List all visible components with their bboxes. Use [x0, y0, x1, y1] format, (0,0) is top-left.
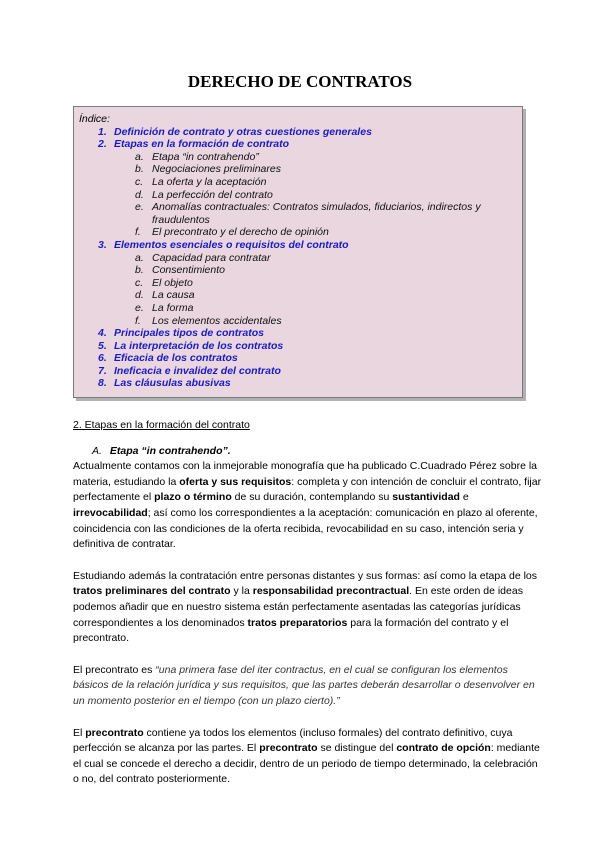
toc-subitem-letter: e. — [135, 301, 144, 314]
toc-item-number: 2. — [98, 138, 107, 151]
toc-subitem-label: La perfección del contrato — [152, 188, 273, 201]
toc-item-label: La interpretación de los contratos — [114, 339, 284, 352]
toc-subitem-letter: c. — [135, 276, 144, 289]
subheading — [92, 444, 543, 460]
text-run: de su duración, contemplando su — [231, 491, 393, 504]
index-box — [73, 106, 523, 398]
toc-subitem-label: Los elementos accidentales — [152, 314, 282, 327]
toc-subitem-label: El objeto — [152, 276, 193, 289]
toc-item-number: 5. — [98, 339, 107, 352]
toc-subitem-letter: a. — [135, 150, 144, 163]
toc-item-label: Principales tipos de contratos — [114, 327, 264, 340]
toc-subitem-label: La oferta y la aceptación — [152, 175, 267, 188]
text-run: : completa y con intención de concluir el contrato, fijar perfectamente el — [73, 475, 542, 504]
subheading-letter: A. — [92, 444, 102, 457]
bold-term: contrato de opción — [396, 742, 491, 755]
toc-item-label: Las cláusulas abusivas — [114, 377, 231, 390]
toc-item[interactable] — [79, 239, 514, 252]
bold-term: precontrato — [85, 726, 144, 739]
toc-item-number: 7. — [98, 364, 107, 377]
toc-item[interactable] — [79, 138, 514, 151]
text-run: para la formación del contrato y el precontrato. — [73, 616, 509, 645]
text-run: . En este orden de ideas podemos añadir que en nuestro sistema están perfectamente asentadas las categorías jurídicas correspondientes a los denominados — [73, 585, 523, 629]
toc-item[interactable] — [79, 377, 514, 390]
toc-item-label: Eficacia de los contratos — [114, 352, 238, 365]
text-run: se distingue del — [317, 742, 397, 755]
index-heading: Índice: — [79, 113, 110, 125]
toc-subitem-label: La forma — [152, 301, 194, 314]
toc-subitem[interactable] — [79, 277, 514, 290]
toc-subitem-letter: d. — [135, 289, 144, 302]
paragraph-4 — [73, 726, 543, 788]
paragraph-3-intro: El precontrato es — [73, 663, 156, 676]
toc-item-label: Etapas en la formación de contrato — [114, 138, 290, 151]
toc-item[interactable] — [79, 126, 514, 139]
section-heading: 2. Etapas en la formación del contrato — [73, 419, 250, 431]
toc-item[interactable] — [79, 352, 514, 365]
bold-term: sustantividad — [392, 491, 460, 504]
toc-item-label: Definición de contrato y otras cuestiones generales — [114, 125, 372, 138]
text-run: contiene ya todos los elementos (incluso formales) del contrato definitivo, cuya perfección se alcanza por las partes. El — [73, 726, 513, 755]
bold-term: irrevocabilidad — [73, 506, 148, 519]
toc-item[interactable] — [79, 340, 514, 353]
toc-subitem[interactable] — [79, 226, 514, 239]
bold-term: precontrato — [259, 742, 318, 755]
text-run: ; así como los correspondientes a la aceptación: comunicación en plazo al oferente, coincidencia con las condiciones de la oferta recibida, revocabilidad en su caso, intención seria y definitiva de contratar. — [73, 506, 538, 551]
toc-item-number: 4. — [98, 327, 107, 340]
toc-item-label: Ineficacia e invalidez del contrato — [114, 364, 281, 377]
toc-subitem[interactable] — [79, 289, 514, 302]
toc-subitem-letter: d. — [135, 188, 144, 201]
toc-subitem[interactable] — [79, 151, 514, 164]
toc-item-number: 6. — [98, 352, 107, 365]
paragraph-1 — [73, 459, 543, 553]
toc-subitem-label: La causa — [152, 289, 195, 302]
toc-subitem-label: Anomalías contractuales: Contratos simulados, fiduciarios, indirectos y fraudulentos — [152, 201, 481, 226]
toc-subitem[interactable] — [79, 201, 514, 226]
page-title: DERECHO DE CONTRATOS — [187, 72, 413, 91]
toc-subitem[interactable] — [79, 163, 514, 176]
toc-subitem[interactable] — [79, 302, 514, 315]
toc-subitem-letter: c. — [135, 175, 144, 188]
definition-quote: “una primera fase del iter contractus, en el cual se configuran los elementos básicos de la relación jurídica y sus requisitos, que las partes deberán desarrollar o desenvolver en un momento posterior en el tiempo (con un plazo cierto).” — [73, 663, 535, 707]
bold-term: tratos preliminares del contrato — [73, 585, 231, 598]
text-run: Actualmente contamos con la inmejorable monografía que ha publicado C.Cuadrado Pérez sobre la materia, estudiando la — [73, 460, 538, 488]
toc-item-number: 8. — [98, 377, 107, 390]
toc-subitem-label: Etapa “in contrahendo” — [152, 150, 259, 163]
subheading-text: Etapa “in contrahendo” — [109, 444, 228, 457]
toc-subitem-letter: f. — [135, 314, 141, 327]
table-of-contents — [79, 126, 514, 390]
text-run: El — [73, 726, 86, 739]
text-run: : mediante el cual se concede el derecho a decidir, dentro de un periodo de tiempo determinado, la celebración o no, del contrato posteriormente. — [73, 742, 540, 786]
toc-item-number: 3. — [98, 238, 107, 251]
toc-item[interactable] — [79, 365, 514, 378]
toc-subitem[interactable] — [79, 315, 514, 328]
text-run: e — [459, 491, 469, 504]
toc-subitem[interactable] — [79, 189, 514, 202]
toc-subitem-label: Consentimiento — [152, 264, 225, 277]
paragraph-3 — [73, 663, 543, 710]
text-run: Estudiando además la contratación entre personas distantes y sus formas: así como la etapa de los — [73, 569, 538, 582]
toc-subitem[interactable] — [79, 264, 514, 277]
toc-subitem-letter: e. — [135, 201, 144, 214]
toc-subitem-letter: f. — [135, 226, 141, 239]
toc-subitem-label: Capacidad para contratar — [152, 251, 271, 264]
toc-item-number: 1. — [98, 125, 107, 138]
document-body — [73, 418, 543, 788]
toc-subitem-label: El precontrato y el derecho de opinión — [152, 226, 329, 239]
bold-term: plazo o término — [154, 491, 232, 504]
toc-subitem[interactable] — [79, 252, 514, 265]
subheading-end: . — [227, 444, 231, 457]
toc-subitem-letter: b. — [135, 163, 144, 176]
bold-term: oferta y sus requisitos — [179, 475, 292, 488]
toc-subitem-label: Negociaciones preliminares — [152, 163, 281, 176]
text-run: y la — [230, 585, 253, 598]
bold-term: tratos preparatorios — [247, 616, 348, 629]
bold-term: responsabilidad precontractual — [252, 585, 410, 598]
toc-subitem-letter: a. — [135, 251, 144, 264]
toc-item[interactable] — [79, 327, 514, 340]
toc-subitem-letter: b. — [135, 264, 144, 277]
paragraph-2 — [73, 569, 543, 647]
toc-item-label: Elementos esenciales o requisitos del contrato — [114, 238, 349, 251]
toc-subitem[interactable] — [79, 176, 514, 189]
